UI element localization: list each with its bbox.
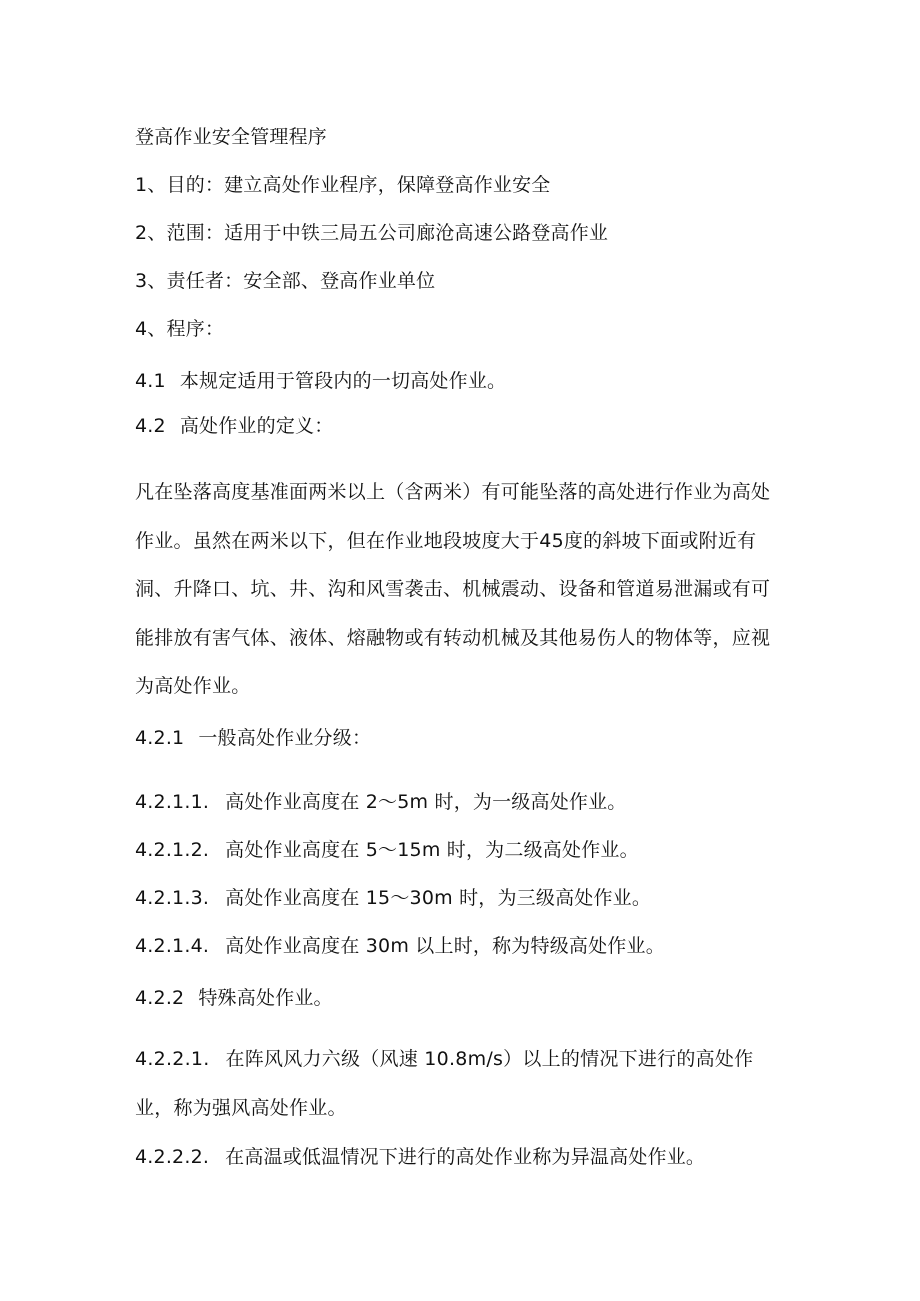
section-procedure: 4、程序：: [135, 318, 225, 340]
clause-number: 4.2.1.4.: [135, 935, 210, 957]
clause-4-1: [135, 368, 506, 394]
clause-4-2-1: [135, 725, 371, 751]
clause-text: 高处作业高度在 2～5m 时，为一级高处作业。: [225, 791, 627, 813]
clause-number: 4.2: [135, 415, 166, 437]
clause-4-2: [135, 413, 333, 439]
clause-number: 4.2.1.2.: [135, 839, 210, 861]
clause-4-2-1-2: [135, 837, 639, 863]
section-responsible: 3、责任者：安全部、登高作业单位: [135, 270, 436, 292]
clause-text: 高处作业高度在 5～15m 时，为二级高处作业。: [225, 839, 639, 861]
clause-text: 高处作业的定义：: [179, 415, 334, 437]
document-title: 登高作业安全管理程序: [135, 126, 328, 148]
clause-4-2-2: [135, 985, 333, 1011]
clause-4-2-2-2: [135, 1144, 705, 1170]
clause-text: 高处作业高度在 15～30m 时，为三级高处作业。: [225, 887, 652, 909]
clause-4-2-1-4: [135, 933, 665, 959]
clause-text: 高处作业高度在 30m 以上时，称为特级高处作业。: [225, 935, 665, 957]
clause-number: 4.2.1.1.: [135, 791, 210, 813]
definition-paragraph: 凡在坠落高度基准面两米以上（含两米）有可能坠落的高处进行作业为高处作业。虽然在两米以下，但在作业地段坡度大于45度的斜坡下面或附近有洞、升降口、坑、井、沟和风雪袭击、机械震动、设备和管道易泄漏或有可能排放有害气体、液体、熔融物或有转动机械及其他易伤人的物体等，应视为高处作业。: [135, 481, 771, 697]
clause-text: 特殊高处作业。: [198, 987, 333, 1009]
clause-text: 在高温或低温情况下进行的高处作业称为异温高处作业。: [225, 1146, 706, 1168]
clause-number: 4.2.2.1.: [135, 1048, 210, 1070]
clause-number: 4.2.2.2.: [135, 1146, 210, 1168]
clause-4-2-2-1: [135, 1035, 785, 1132]
clause-number: 4.1: [135, 370, 166, 392]
clause-4-2-1-1: [135, 789, 627, 815]
clause-text: 本规定适用于管段内的一切高处作业。: [179, 370, 507, 392]
section-purpose: 1、目的：建立高处作业程序，保障登高作业安全: [135, 174, 551, 196]
clause-number: 4.2.2: [135, 987, 185, 1009]
section-scope: 2、范围：适用于中铁三局五公司廊沧高速公路登高作业: [135, 222, 609, 244]
clause-number: 4.2.1: [135, 727, 185, 749]
clause-text: 一般高处作业分级：: [198, 727, 372, 749]
clause-text: 在阵风风力六级（风速 10.8m/s）以上的情况下进行的高处作业，称为强风高处作业。: [135, 1048, 754, 1119]
clause-4-2-1-3: [135, 885, 651, 911]
clause-number: 4.2.1.3.: [135, 887, 210, 909]
